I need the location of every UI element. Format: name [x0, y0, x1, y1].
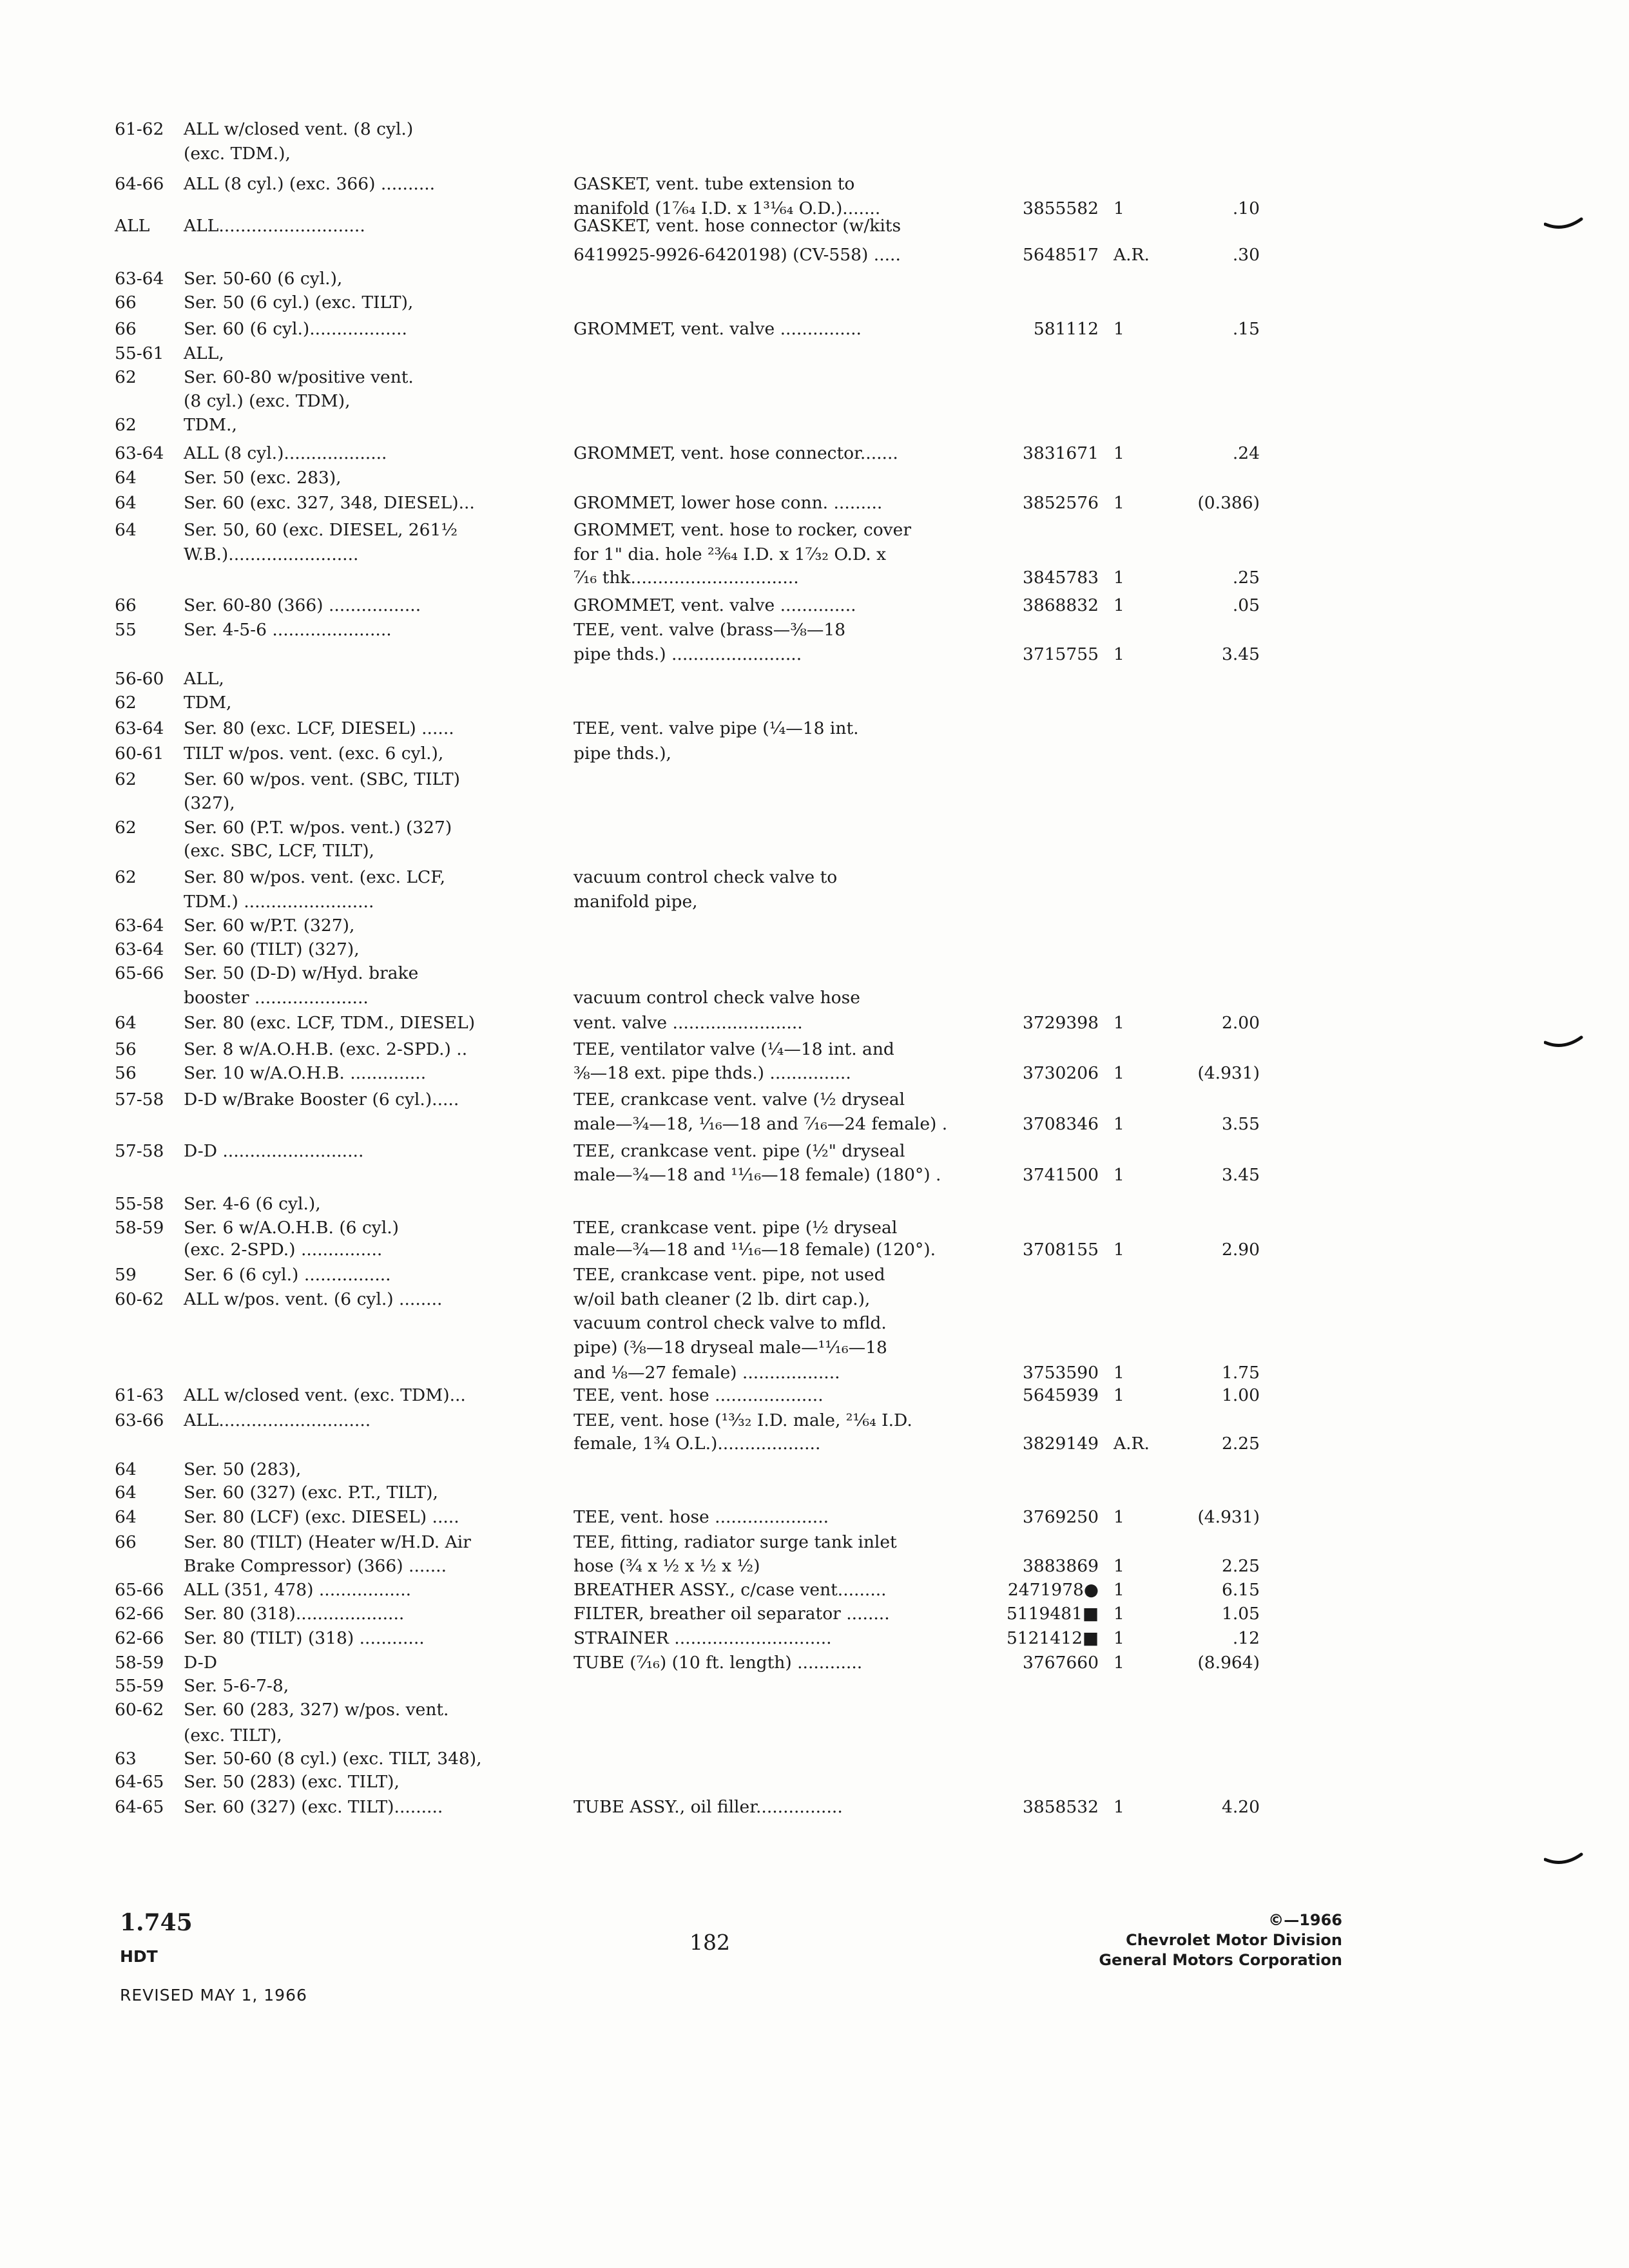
quantity-cell: A.R.	[1113, 1434, 1150, 1454]
model-cell: TDM,	[184, 693, 232, 713]
table-row	[0, 691, 1629, 715]
description-cell: GASKET, vent. hose connector (w/kits	[574, 216, 901, 236]
model-cell: Ser. 80 w/pos. vent. (exc. LCF,	[184, 867, 445, 887]
year-cell: 60-61	[115, 744, 164, 764]
section-label: HDT	[120, 1947, 158, 1966]
description-cell: male—¾—18, ¹⁄₁₆—18 and ⁷⁄₁₆—24 female) .	[574, 1114, 948, 1134]
table-row	[0, 366, 1629, 389]
model-cell: ALL w/pos. vent. (6 cyl.) ........	[184, 1289, 443, 1309]
table-row	[0, 519, 1629, 542]
model-cell: Ser. 80 (318)....................	[184, 1604, 405, 1624]
year-cell: 56	[115, 1039, 137, 1059]
table-row	[0, 1432, 1629, 1456]
description-cell: TEE, crankcase vent. valve (½ dryseal	[574, 1090, 905, 1110]
description-cell: manifold pipe,	[574, 892, 698, 912]
table-row	[0, 717, 1629, 740]
description-cell: pipe) (⅜—18 dryseal male—¹¹⁄₁₆—18	[574, 1338, 887, 1358]
year-cell: 56	[115, 1063, 137, 1083]
year-cell: 55-61	[115, 343, 164, 363]
year-cell: ALL	[115, 216, 150, 236]
table-row	[0, 318, 1629, 341]
copyright-line: ©—1966	[1268, 1911, 1342, 1929]
model-cell: ALL (8 cyl.)...................	[184, 443, 387, 463]
table-row	[0, 1062, 1629, 1085]
model-cell: ALL...........................	[184, 216, 365, 236]
model-cell: Ser. 50 (283),	[184, 1459, 302, 1479]
price-cell: 3.45	[1221, 644, 1260, 664]
model-cell: ALL,	[184, 343, 224, 363]
table-row	[0, 1627, 1629, 1650]
table-row	[0, 619, 1629, 642]
part-number-cell: 3852576	[1022, 493, 1099, 513]
model-cell: D-D	[184, 1653, 217, 1673]
model-cell: (exc. TILT),	[184, 1725, 282, 1745]
year-cell: 64	[115, 1013, 137, 1033]
part-number-cell: 3730206	[1022, 1063, 1099, 1083]
price-cell: 4.20	[1221, 1797, 1260, 1817]
table-row	[0, 742, 1629, 765]
table-row	[0, 1481, 1629, 1504]
description-cell: for 1" dia. hole ²³⁄₆₄ I.D. x 1⁷⁄₃₂ O.D. x	[574, 544, 887, 564]
table-row	[0, 1312, 1629, 1335]
model-cell: W.B.)........................	[184, 544, 359, 564]
model-cell: Ser. 50-60 (6 cyl.),	[184, 269, 343, 289]
year-cell: 55-58	[115, 1194, 164, 1214]
model-cell: Ser. 80 (TILT) (318) ............	[184, 1628, 425, 1648]
quantity-cell: 1	[1113, 493, 1124, 513]
model-cell: TILT w/pos. vent. (exc. 6 cyl.),	[184, 744, 444, 764]
price-cell: 3.55	[1221, 1114, 1260, 1134]
description-cell: FILTER, breather oil separator ........	[574, 1604, 890, 1624]
quantity-cell: 1	[1113, 1653, 1124, 1673]
year-cell: 63-64	[115, 269, 164, 289]
year-cell: 66	[115, 1532, 137, 1552]
model-cell: ALL w/closed vent. (8 cyl.)	[184, 119, 414, 139]
quantity-cell: 1	[1113, 1385, 1124, 1405]
description-cell: male—¾—18 and ¹¹⁄₁₆—18 female) (180°) .	[574, 1165, 941, 1185]
part-number-cell: 3753590	[1022, 1363, 1099, 1383]
model-cell: Ser. 60 (TILT) (327),	[184, 939, 360, 959]
price-cell: 2.25	[1221, 1556, 1260, 1576]
price-cell: .10	[1232, 198, 1260, 218]
table-row	[0, 267, 1629, 291]
table-row	[0, 643, 1629, 666]
part-number-cell: 5121412■	[1006, 1628, 1099, 1648]
year-cell: 64-66	[115, 174, 164, 194]
table-row	[0, 668, 1629, 691]
model-cell: Ser. 60 w/P.T. (327),	[184, 916, 355, 936]
table-row	[0, 1140, 1629, 1163]
year-cell: 60-62	[115, 1700, 164, 1720]
quantity-cell: 1	[1113, 319, 1124, 339]
model-cell: Ser. 5-6-7-8,	[184, 1676, 289, 1696]
year-cell: 64-65	[115, 1797, 164, 1817]
model-cell: Ser. 6 (6 cyl.) ................	[184, 1265, 391, 1285]
table-row	[0, 215, 1629, 238]
model-cell: Ser. 60 (exc. 327, 348, DIESEL)...	[184, 493, 475, 513]
model-cell: ALL (351, 478) .................	[184, 1580, 412, 1600]
table-row	[0, 173, 1629, 196]
price-cell: (4.931)	[1197, 1063, 1260, 1083]
model-cell: (327),	[184, 793, 235, 813]
description-cell: GROMMET, vent. valve ...............	[574, 319, 862, 339]
part-number-cell: 3883869	[1022, 1556, 1099, 1576]
table-row	[0, 1506, 1629, 1529]
price-cell: 1.05	[1221, 1604, 1260, 1624]
model-cell: booster .....................	[184, 988, 369, 1008]
description-cell: GROMMET, lower hose conn. .........	[574, 493, 883, 513]
year-cell: 62	[115, 769, 137, 789]
description-cell: GROMMET, vent. hose to rocker, cover	[574, 520, 911, 540]
table-row	[0, 142, 1629, 166]
model-cell: Ser. 60 (6 cyl.)..................	[184, 319, 407, 339]
year-cell: 66	[115, 595, 137, 615]
year-cell: 60-62	[115, 1289, 164, 1309]
model-cell: Ser. 50-60 (8 cyl.) (exc. TILT, 348),	[184, 1749, 482, 1769]
part-number-cell: 2471978●	[1007, 1580, 1099, 1600]
table-row	[0, 1724, 1629, 1747]
model-cell: D-D ..........................	[184, 1141, 364, 1161]
table-row	[0, 840, 1629, 863]
table-row	[0, 962, 1629, 985]
price-cell: .15	[1232, 319, 1260, 339]
quantity-cell: 1	[1113, 1240, 1124, 1260]
price-cell: (4.931)	[1197, 1507, 1260, 1527]
year-cell: 58-59	[115, 1653, 164, 1673]
price-cell: .05	[1232, 595, 1260, 615]
model-cell: Ser. 60 (P.T. w/pos. vent.) (327)	[184, 818, 452, 838]
description-cell: TEE, vent. hose ....................	[574, 1385, 824, 1405]
description-cell: ⁷⁄₁₆ thk...............................	[574, 568, 799, 588]
year-cell: 62	[115, 693, 137, 713]
model-cell: Ser. 80 (TILT) (Heater w/H.D. Air	[184, 1532, 471, 1552]
table-row	[0, 1698, 1629, 1722]
model-cell: ALL,	[184, 669, 224, 689]
table-row	[0, 1012, 1629, 1035]
table-row	[0, 442, 1629, 465]
table-row	[0, 1458, 1629, 1481]
section-code: 1.745	[120, 1909, 193, 1936]
model-cell: (exc. 2-SPD.) ...............	[184, 1240, 383, 1260]
description-cell: BREATHER ASSY., c/case vent.........	[574, 1580, 887, 1600]
quantity-cell: 1	[1113, 1556, 1124, 1576]
year-cell: 62	[115, 818, 137, 838]
quantity-cell: 1	[1113, 198, 1124, 218]
model-cell: Ser. 6 w/A.O.H.B. (6 cyl.)	[184, 1218, 400, 1238]
table-row	[0, 1216, 1629, 1240]
margin-tick-mark	[1544, 1035, 1584, 1049]
model-cell: Ser. 50, 60 (exc. DIESEL, 261½	[184, 520, 458, 540]
price-cell: .12	[1232, 1628, 1260, 1648]
table-row	[0, 566, 1629, 590]
price-cell: (0.386)	[1197, 493, 1260, 513]
part-number-cell: 3769250	[1022, 1507, 1099, 1527]
price-cell: 1.00	[1221, 1385, 1260, 1405]
year-cell: 59	[115, 1265, 137, 1285]
table-row	[0, 1602, 1629, 1626]
description-cell: male—¾—18 and ¹¹⁄₁₆—18 female) (120°).	[574, 1240, 936, 1260]
table-row	[0, 866, 1629, 889]
description-cell: TEE, crankcase vent. pipe (½" dryseal	[574, 1141, 905, 1161]
model-cell: Ser. 50 (exc. 283),	[184, 468, 342, 488]
description-cell: pipe thds.) ........................	[574, 644, 802, 664]
table-row	[0, 1088, 1629, 1111]
table-row	[0, 492, 1629, 515]
model-cell: Ser. 60-80 w/positive vent.	[184, 367, 414, 387]
year-cell: 64	[115, 1507, 137, 1527]
quantity-cell: 1	[1113, 1165, 1124, 1185]
description-cell: GROMMET, vent. valve ..............	[574, 595, 856, 615]
year-cell: 55	[115, 620, 137, 640]
part-number-cell: 3858532	[1022, 1797, 1099, 1817]
year-cell: 63-64	[115, 916, 164, 936]
model-cell: (exc. TDM.),	[184, 144, 291, 164]
model-cell: Ser. 60 (283, 327) w/pos. vent.	[184, 1700, 449, 1720]
year-cell: 62	[115, 415, 137, 435]
page-number: 182	[689, 1930, 730, 1955]
model-cell: Ser. 60 (327) (exc. TILT).........	[184, 1797, 443, 1817]
year-cell: 62	[115, 867, 137, 887]
price-cell: 1.75	[1221, 1363, 1260, 1383]
table-row	[0, 1238, 1629, 1262]
model-cell: D-D w/Brake Booster (6 cyl.).....	[184, 1090, 459, 1110]
description-cell: TEE, crankcase vent. pipe, not used	[574, 1265, 885, 1285]
model-cell: Ser. 50 (D-D) w/Hyd. brake	[184, 963, 419, 983]
year-cell: 63-64	[115, 443, 164, 463]
price-cell: .30	[1232, 245, 1260, 265]
model-cell: Brake Compressor) (366) .......	[184, 1556, 447, 1576]
table-row	[0, 986, 1629, 1010]
part-number-cell: 5648517	[1022, 245, 1099, 265]
price-cell: (8.964)	[1197, 1653, 1260, 1673]
description-cell: TEE, vent. hose (¹³⁄₃₂ I.D. male, ²¹⁄₆₄ I.D.	[574, 1410, 912, 1430]
year-cell: 61-62	[115, 119, 164, 139]
model-cell: Ser. 4-6 (6 cyl.),	[184, 1194, 321, 1214]
price-cell: 2.00	[1221, 1013, 1260, 1033]
table-row	[0, 768, 1629, 791]
description-cell: TEE, vent. valve pipe (¼—18 int.	[574, 718, 859, 738]
description-cell: TUBE (⁷⁄₁₆) (10 ft. length) ............	[574, 1653, 863, 1673]
table-row	[0, 1409, 1629, 1432]
price-cell: 6.15	[1221, 1580, 1260, 1600]
table-row	[0, 890, 1629, 914]
part-number-cell: 3741500	[1022, 1165, 1099, 1185]
year-cell: 64	[115, 520, 137, 540]
table-row	[0, 1336, 1629, 1360]
year-cell: 56-60	[115, 669, 164, 689]
quantity-cell: 1	[1113, 1507, 1124, 1527]
model-cell: Ser. 60 w/pos. vent. (SBC, TILT)	[184, 769, 461, 789]
price-cell: 2.90	[1221, 1240, 1260, 1260]
model-cell: Ser. 8 w/A.O.H.B. (exc. 2-SPD.) ..	[184, 1039, 468, 1059]
part-number-cell: 3855582	[1022, 198, 1099, 218]
part-number-cell: 581112	[1033, 319, 1099, 339]
table-row	[0, 914, 1629, 937]
year-cell: 63	[115, 1749, 137, 1769]
price-cell: .24	[1232, 443, 1260, 463]
quantity-cell: 1	[1113, 1114, 1124, 1134]
table-row	[0, 1531, 1629, 1554]
quantity-cell: 1	[1113, 595, 1124, 615]
part-number-cell: 3715755	[1022, 644, 1099, 664]
division-line: Chevrolet Motor Division	[1126, 1931, 1342, 1949]
table-row	[0, 543, 1629, 566]
revision-date: REVISED MAY 1, 1966	[120, 1986, 307, 2004]
table-row	[0, 342, 1629, 365]
table-row	[0, 1113, 1629, 1136]
description-cell: GROMMET, vent. hose connector.......	[574, 443, 898, 463]
quantity-cell: 1	[1113, 1797, 1124, 1817]
table-row	[0, 244, 1629, 267]
table-row	[0, 1288, 1629, 1311]
model-cell: Ser. 60 (327) (exc. P.T., TILT),	[184, 1483, 438, 1503]
table-row	[0, 1038, 1629, 1061]
year-cell: 58-59	[115, 1218, 164, 1238]
table-row	[0, 1193, 1629, 1216]
quantity-cell: 1	[1113, 1013, 1124, 1033]
description-cell: female, 1¾ O.L.)...................	[574, 1434, 821, 1454]
description-cell: w/oil bath cleaner (2 lb. dirt cap.),	[574, 1289, 871, 1309]
model-cell: ALL............................	[184, 1410, 371, 1430]
part-number-cell: 5645939	[1022, 1385, 1099, 1405]
description-cell: STRAINER .............................	[574, 1628, 832, 1648]
quantity-cell: 1	[1113, 644, 1124, 664]
year-cell: 65-66	[115, 1580, 164, 1600]
table-row	[0, 390, 1629, 413]
year-cell: 63-64	[115, 939, 164, 959]
part-number-cell: 3708346	[1022, 1114, 1099, 1134]
model-cell: Ser. 60-80 (366) .................	[184, 595, 421, 615]
description-cell: 6419925-9926-6420198) (CV-558) .....	[574, 245, 901, 265]
year-cell: 65-66	[115, 963, 164, 983]
table-row	[0, 414, 1629, 437]
quantity-cell: A.R.	[1113, 245, 1150, 265]
part-number-cell: 3829149	[1022, 1434, 1099, 1454]
year-cell: 64	[115, 468, 137, 488]
model-cell: Ser. 80 (exc. LCF, DIESEL) ......	[184, 718, 454, 738]
table-row	[0, 1384, 1629, 1407]
quantity-cell: 1	[1113, 1363, 1124, 1383]
year-cell: 61-63	[115, 1385, 164, 1405]
part-number-cell: 3708155	[1022, 1240, 1099, 1260]
model-cell: (exc. SBC, LCF, TILT),	[184, 841, 374, 861]
table-row	[0, 1651, 1629, 1675]
table-row	[0, 466, 1629, 490]
part-number-cell: 3767660	[1022, 1653, 1099, 1673]
table-row	[0, 1771, 1629, 1794]
table-row	[0, 1361, 1629, 1385]
year-cell: 64	[115, 1459, 137, 1479]
description-cell: TEE, vent. hose .....................	[574, 1507, 829, 1527]
price-cell: 2.25	[1221, 1434, 1260, 1454]
quantity-cell: 1	[1113, 443, 1124, 463]
year-cell: 66	[115, 319, 137, 339]
model-cell: Ser. 80 (exc. LCF, TDM., DIESEL)	[184, 1013, 476, 1033]
model-cell: Ser. 4-5-6 ......................	[184, 620, 392, 640]
year-cell: 62-66	[115, 1604, 164, 1624]
quantity-cell: 1	[1113, 568, 1124, 588]
year-cell: 64	[115, 493, 137, 513]
price-cell: .25	[1232, 568, 1260, 588]
part-number-cell: 5119481■	[1006, 1604, 1099, 1624]
description-cell: TUBE ASSY., oil filler................	[574, 1797, 843, 1817]
part-number-cell: 3845783	[1022, 568, 1099, 588]
table-row	[0, 594, 1629, 617]
table-row	[0, 1796, 1629, 1819]
table-row	[0, 1675, 1629, 1698]
description-cell: manifold (1⁷⁄₆₄ I.D. x 1³¹⁄₆₄ O.D.).......	[574, 198, 881, 218]
model-cell: ALL w/closed vent. (exc. TDM)...	[184, 1385, 466, 1405]
table-row	[0, 1579, 1629, 1602]
description-cell: vacuum control check valve hose	[574, 988, 860, 1008]
year-cell: 57-58	[115, 1090, 164, 1110]
table-row	[0, 792, 1629, 815]
year-cell: 62	[115, 367, 137, 387]
year-cell: 64-65	[115, 1772, 164, 1792]
year-cell: 64	[115, 1483, 137, 1503]
description-cell: TEE, crankcase vent. pipe (½ dryseal	[574, 1218, 898, 1238]
model-cell: Ser. 10 w/A.O.H.B. ..............	[184, 1063, 427, 1083]
model-cell: (8 cyl.) (exc. TDM),	[184, 391, 351, 411]
year-cell: 57-58	[115, 1141, 164, 1161]
model-cell: TDM.,	[184, 415, 237, 435]
quantity-cell: 1	[1113, 1604, 1124, 1624]
table-row	[0, 1747, 1629, 1771]
part-number-cell: 3729398	[1022, 1013, 1099, 1033]
description-cell: vent. valve ........................	[574, 1013, 803, 1033]
model-cell: Ser. 50 (6 cyl.) (exc. TILT),	[184, 293, 414, 312]
table-row	[0, 1555, 1629, 1578]
copyright-block	[1099, 1910, 1342, 1970]
year-cell: 63-66	[115, 1410, 164, 1430]
description-cell: TEE, vent. valve (brass—⅜—18	[574, 620, 846, 640]
quantity-cell: 1	[1113, 1063, 1124, 1083]
description-cell: hose (¾ x ½ x ½ x ½)	[574, 1556, 760, 1576]
table-row	[0, 291, 1629, 314]
model-cell: Ser. 50 (283) (exc. TILT),	[184, 1772, 400, 1792]
model-cell: ALL (8 cyl.) (exc. 366) ..........	[184, 174, 436, 194]
description-cell: GASKET, vent. tube extension to	[574, 174, 855, 194]
table-row	[0, 1164, 1629, 1187]
margin-tick-mark	[1544, 1852, 1584, 1866]
price-cell: 3.45	[1221, 1165, 1260, 1185]
description-cell: TEE, fitting, radiator surge tank inlet	[574, 1532, 897, 1552]
quantity-cell: 1	[1113, 1628, 1124, 1648]
year-cell: 62-66	[115, 1628, 164, 1648]
description-cell: vacuum control check valve to	[574, 867, 838, 887]
margin-tick-mark	[1544, 216, 1584, 231]
table-row	[0, 938, 1629, 961]
year-cell: 63-64	[115, 718, 164, 738]
table-row	[0, 118, 1629, 141]
table-row	[0, 816, 1629, 840]
description-cell: pipe thds.),	[574, 744, 671, 764]
quantity-cell: 1	[1113, 1580, 1124, 1600]
description-cell: vacuum control check valve to mfld.	[574, 1313, 887, 1333]
part-number-cell: 3868832	[1022, 595, 1099, 615]
table-row	[0, 1264, 1629, 1287]
year-cell: 55-59	[115, 1676, 164, 1696]
description-cell: TEE, ventilator valve (¼—18 int. and	[574, 1039, 894, 1059]
corporation-line: General Motors Corporation	[1099, 1951, 1342, 1969]
description-cell: ⅜—18 ext. pipe thds.) ...............	[574, 1063, 851, 1083]
part-number-cell: 3831671	[1022, 443, 1099, 463]
model-cell: Ser. 80 (LCF) (exc. DIESEL) .....	[184, 1507, 459, 1527]
year-cell: 66	[115, 293, 137, 312]
description-cell: and ⅛—27 female) ..................	[574, 1363, 840, 1383]
model-cell: TDM.) ........................	[184, 892, 374, 912]
